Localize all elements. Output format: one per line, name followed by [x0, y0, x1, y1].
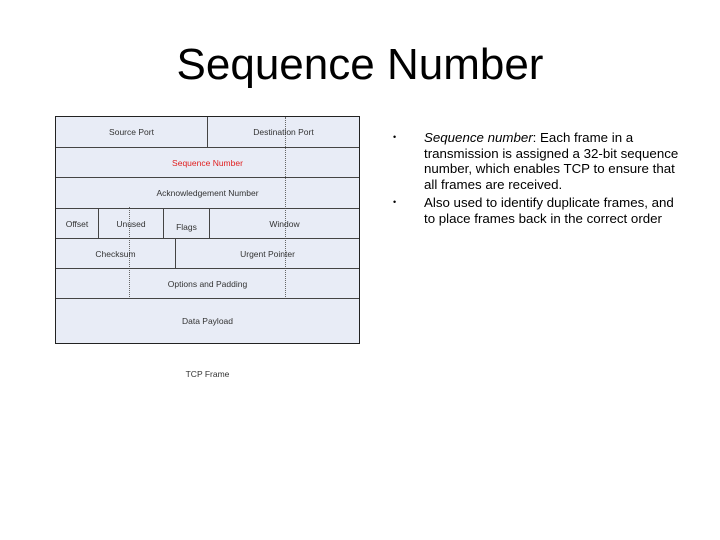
row-ports	[56, 117, 359, 148]
flags-field: Flags	[164, 209, 210, 238]
urgent-pointer-field: Urgent Pointer	[240, 248, 295, 259]
bullet-item	[393, 130, 683, 192]
tcp-frame-diagram	[55, 116, 360, 344]
bullet-icon: •	[393, 197, 397, 207]
acknowledgement-number-field: Acknowledgement Number	[156, 188, 259, 198]
slide-title: Sequence Number	[176, 40, 544, 89]
diagram-caption: TCP Frame	[185, 369, 230, 379]
bullet-term: Sequence number	[424, 130, 533, 145]
row-payload	[56, 299, 359, 343]
bullet-list	[393, 130, 683, 229]
data-payload-field: Data Payload	[181, 316, 234, 326]
row-checksum	[56, 239, 359, 269]
options-padding-field: Options and Padding	[167, 278, 248, 289]
destination-port-field: Destination Port	[253, 127, 314, 137]
row-flags	[56, 209, 359, 239]
row-ack	[56, 178, 359, 209]
bullet-icon: •	[393, 132, 397, 142]
bullet-item	[393, 195, 683, 226]
row-options	[56, 269, 359, 299]
bullet-text: : Each frame in a transmission is assigned a 32-bit sequence number, which enables TCP to ensure that all frames are received.	[424, 130, 679, 192]
unused-field: Unused	[99, 209, 164, 238]
checksum-field: Checksum	[56, 239, 176, 268]
row-sequence	[56, 148, 359, 178]
window-field: Window	[269, 218, 300, 229]
bullet-text: Also used to identify duplicate frames, and to place frames back in the correct order	[424, 195, 674, 226]
sequence-number-field: Sequence Number	[172, 157, 243, 168]
source-port-field: Source Port	[56, 117, 208, 147]
offset-field: Offset	[56, 209, 99, 238]
